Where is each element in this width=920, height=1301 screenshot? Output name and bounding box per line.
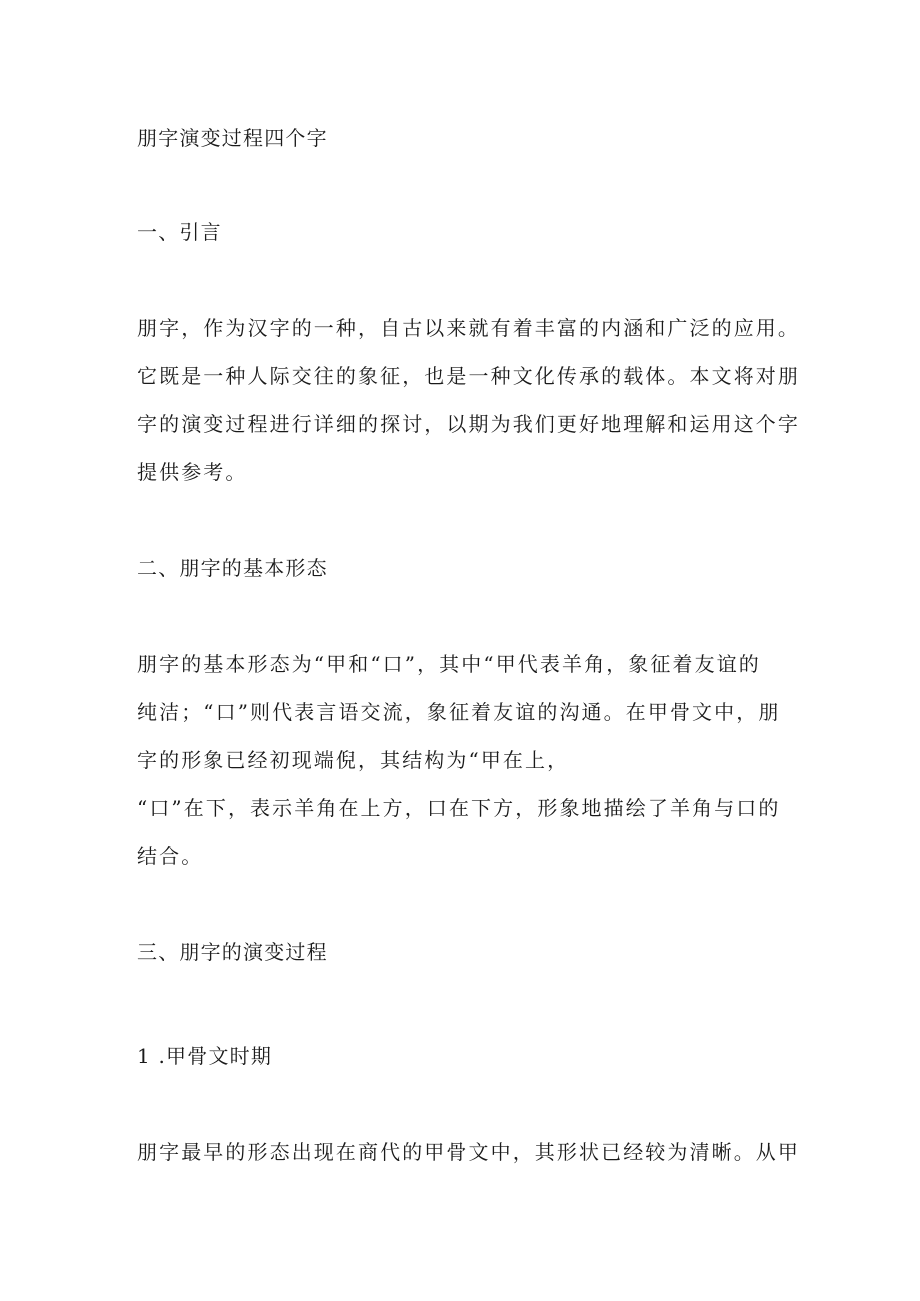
- document-title: 朋字演变过程四个字: [137, 126, 328, 150]
- paragraph-line: 朋字最早的形态出现在商代的甲骨文中，其形状已经较为清晰。从甲: [137, 1140, 800, 1164]
- paragraph-line: 提供参考。: [137, 460, 248, 484]
- paragraph-line: 朋字的基本形态为“甲和“口”，其中“甲代表羊角，象征着友谊的: [137, 652, 761, 676]
- subsection-heading-oracle-bone: 1 .甲骨文时期: [137, 1044, 273, 1068]
- paragraph-line: 字的形象已经初现端倪，其结构为“甲在上，: [137, 748, 570, 772]
- paragraph-line: 纯洁；“口”则代表言语交流，象征着友谊的沟通。在甲骨文中，朋: [137, 700, 781, 724]
- section-heading-introduction: 一、引言: [137, 220, 222, 244]
- section-heading-evolution: 三、朋字的演变过程: [137, 940, 328, 964]
- section-heading-basic-form: 二、朋字的基本形态: [137, 556, 328, 580]
- paragraph-line: 结合。: [137, 844, 204, 868]
- paragraph-line: 字的演变过程进行详细的探讨，以期为我们更好地理解和运用这个字: [137, 412, 800, 436]
- paragraph-line: 它既是一种人际交往的象征，也是一种文化传承的载体。本文将对朋: [137, 364, 800, 388]
- paragraph-line: “口”在下，表示羊角在上方，口在下方，形象地描绘了羊角与口的: [137, 796, 781, 820]
- paragraph-line: 朋字，作为汉字的一种，自古以来就有着丰富的内涵和广泛的应用。: [137, 316, 800, 340]
